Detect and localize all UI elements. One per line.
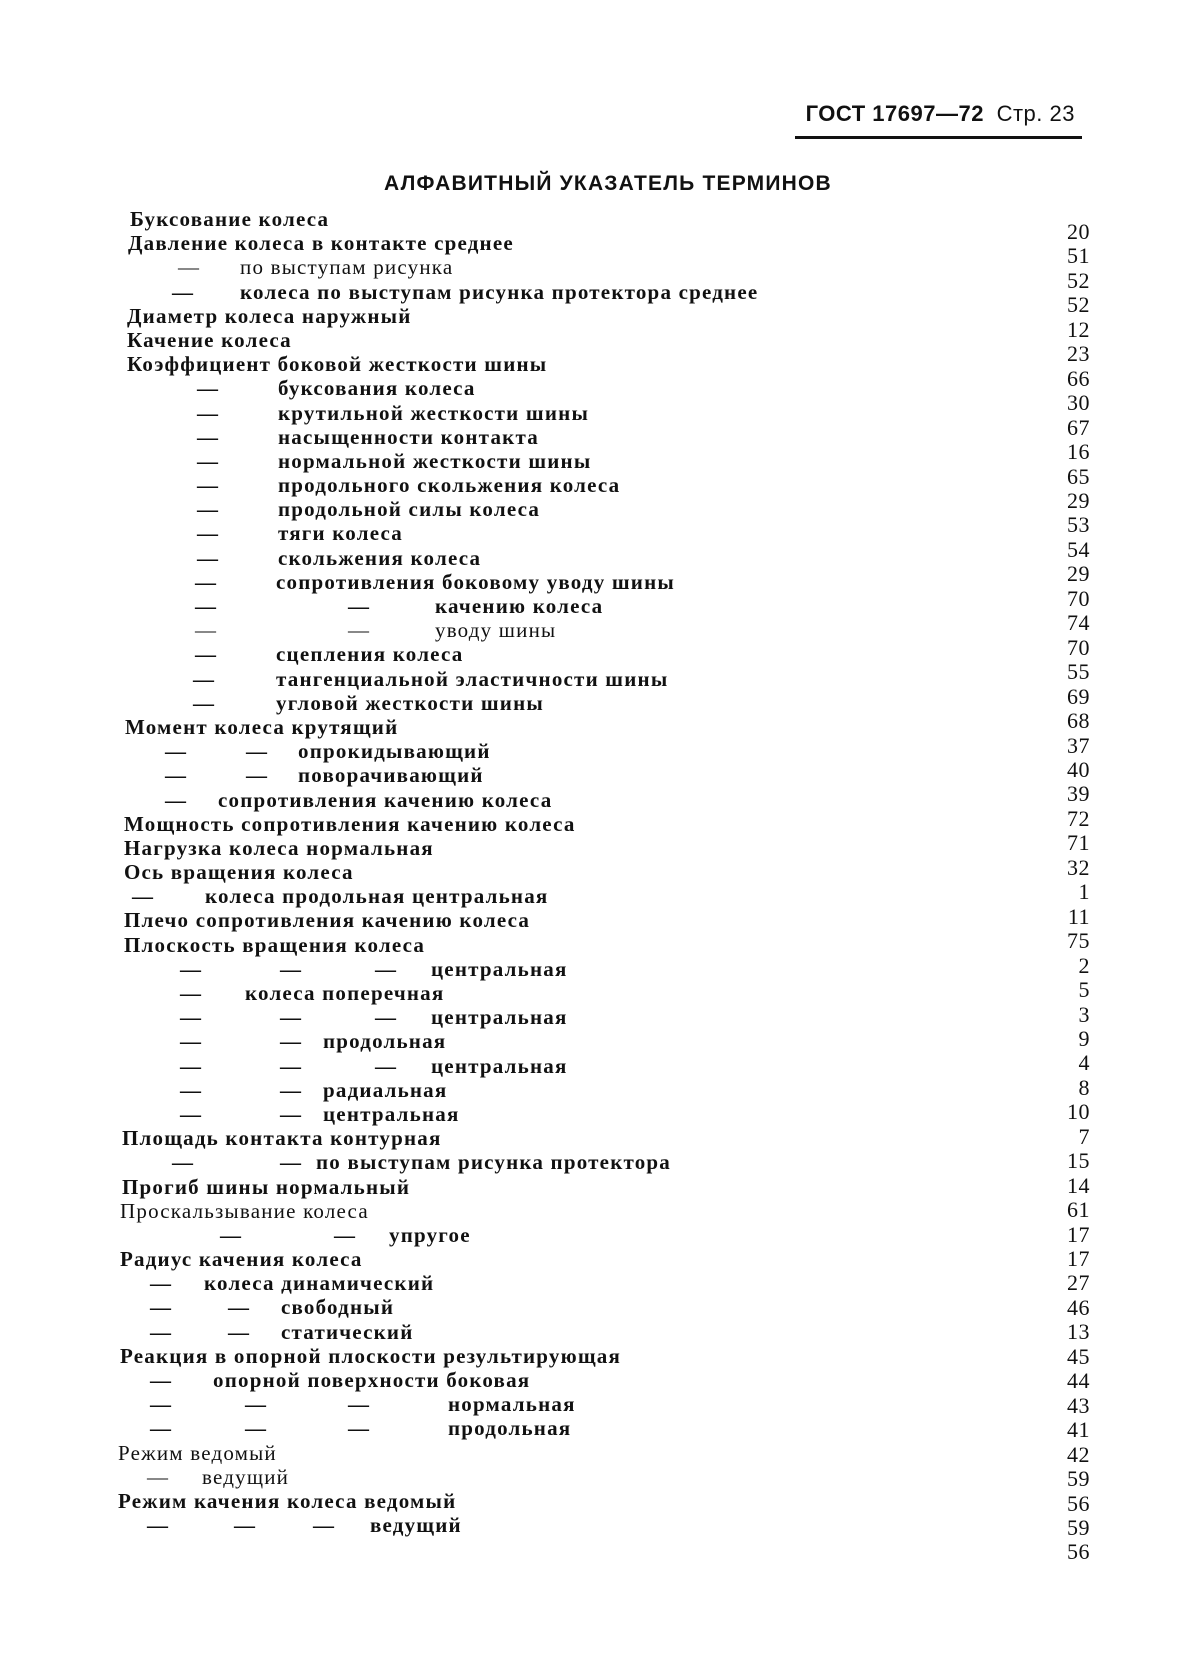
index-entry [0,812,900,836]
index-entry [0,1199,900,1223]
ditto-dash: — [150,1319,173,1344]
index-entry [0,328,900,352]
term-number: 52 [1067,267,1090,293]
index-entry [0,1175,900,1199]
term-number: 27 [1067,1270,1090,1296]
ditto-dash: — [197,400,220,425]
term-number: 68 [1067,708,1090,734]
ditto-dash: — [375,956,398,981]
entry-text: продольной силы колеса [278,497,541,522]
term-number: 44 [1067,1368,1090,1394]
ditto-dash: — [150,1368,173,1392]
term-number: 3 [1078,1001,1090,1027]
term-number: 15 [1067,1148,1090,1174]
index-entry [0,207,900,231]
term-number: 46 [1067,1294,1090,1320]
term-number: 45 [1067,1343,1090,1369]
term-number: 59 [1067,1466,1090,1492]
index-entry [0,1489,900,1513]
index-entry [0,352,900,376]
entry-text: упругое [389,1222,471,1247]
term-number: 4 [1078,1050,1090,1076]
index-entry [0,255,900,279]
ditto-dash: — [228,1295,251,1320]
ditto-dash: — [280,1053,303,1078]
entry-text: поворачивающий [298,763,484,788]
index-entry [0,1078,900,1102]
ditto-dash: — [132,884,155,909]
entry-text: колеса по выступам рисунка протектора среднее [240,279,759,304]
entry-text: тангенциальной эластичности шины [276,666,669,691]
ditto-dash: — [150,1416,173,1441]
term-number: 11 [1067,903,1090,929]
page-number-column [1030,220,1090,1565]
ditto-dash: — [195,569,218,594]
index-entry [0,521,900,545]
ditto-dash: — [197,521,220,546]
index-entry [0,1126,900,1150]
ditto-dash: — [180,1101,203,1126]
term-number: 59 [1067,1515,1090,1541]
term-number: 66 [1067,365,1090,391]
ditto-dash: — [375,1005,398,1030]
index-entry [0,1102,900,1126]
index-entry [0,788,900,812]
term-number: 53 [1067,512,1090,538]
ditto-dash: — [147,1464,170,1489]
ditto-dash: — [180,1005,203,1030]
entry-text: Момент колеса крутящий [125,714,399,739]
index-entry [0,1295,900,1319]
ditto-dash: — [246,763,269,788]
term-number: 70 [1067,634,1090,660]
entry-text: Коэффициент боковой жесткости шины [127,352,548,377]
index-entry [0,1150,900,1174]
index-entry [0,473,900,497]
entry-text: по выступам рисунка протектора [316,1150,672,1175]
term-number: 74 [1067,610,1090,636]
ditto-dash: — [150,1295,173,1320]
term-number: 55 [1067,659,1090,685]
index-entry [0,1344,900,1368]
entry-text: продольная [323,1029,447,1054]
term-number: 14 [1067,1172,1090,1198]
index-entry [0,401,900,425]
entry-text: радиальная [323,1077,448,1102]
index-entry [0,1513,900,1537]
ditto-dash: — [234,1513,257,1538]
ditto-dash: — [280,1101,303,1126]
entry-text: Радиус качения колеса [120,1247,363,1272]
entry-text: Режим ведомый [118,1440,277,1465]
term-number: 17 [1067,1221,1090,1247]
index-entry [0,667,900,691]
entry-text: уводу шины [435,618,557,643]
entry-text: колеса поперечная [245,981,445,1005]
index-entry [0,1054,900,1078]
ditto-dash: — [197,497,220,522]
index-entry [0,231,900,255]
ditto-dash: — [245,1392,268,1417]
term-number: 56 [1067,1490,1090,1516]
index-entry [0,1441,900,1465]
term-number: 32 [1067,854,1090,880]
index-entry [0,594,900,618]
entry-text: центральная [431,1005,568,1030]
ditto-dash: — [280,1077,303,1102]
ditto-dash: — [197,448,220,473]
entry-text: угловой жесткости шины [276,690,544,715]
index-entry [0,860,900,884]
entry-text: нормальной жесткости шины [278,448,592,473]
ditto-dash: — [245,1416,268,1441]
term-number: 70 [1067,585,1090,611]
ditto-dash: — [197,376,220,401]
term-number: 8 [1078,1074,1090,1100]
index-entry [0,908,900,932]
index-entry [0,981,900,1005]
term-number: 1 [1078,879,1090,905]
ditto-dash: — [348,1416,371,1441]
index-entry [0,1247,900,1271]
term-number: 5 [1078,977,1090,1003]
term-number: 30 [1067,390,1090,416]
index-entry [0,715,900,739]
entry-text: Ось вращения колеса [124,860,354,885]
entry-text: Плечо сопротивления качению колеса [124,908,531,933]
entry-text: Мощность сопротивления качению колеса [124,811,576,836]
entry-text: Плоскость вращения колеса [124,932,426,957]
index-entry [0,1223,900,1247]
ditto-dash: — [193,666,216,691]
entry-text: центральная [431,956,568,981]
entry-text: сцепления колеса [276,642,464,667]
ditto-dash: — [193,690,216,715]
term-number: 10 [1067,1099,1090,1125]
entry-text: Прогиб шины нормальный [122,1174,411,1199]
term-number: 52 [1067,292,1090,318]
entry-text: опорной поверхности боковая [213,1368,531,1392]
entry-text: продольная [448,1416,572,1441]
term-number: 17 [1067,1246,1090,1272]
ditto-dash: — [375,1053,398,1078]
index-entry [0,376,900,400]
ditto-dash: — [348,618,371,643]
entry-text: скольжения колеса [278,545,482,570]
index-entry [0,642,900,666]
index-entry [0,570,900,594]
term-number: 41 [1067,1417,1090,1443]
index-entry [0,836,900,860]
term-list [0,207,900,1537]
index-entry [0,1029,900,1053]
ditto-dash: — [334,1222,357,1247]
index-entry [0,933,900,957]
term-number: 20 [1067,219,1090,244]
ditto-dash: — [280,1150,303,1175]
header-rule [795,136,1082,139]
entry-text: буксования колеса [278,376,476,401]
term-number: 29 [1067,561,1090,587]
entry-text: сопротивления качению колеса [218,787,553,812]
ditto-dash: — [195,594,218,618]
index-entry [0,449,900,473]
ditto-dash: — [165,739,188,764]
index-entry [0,497,900,521]
ditto-dash: — [147,1513,170,1538]
index-entry [0,425,900,449]
entry-text: по выступам рисунка [240,255,454,280]
ditto-dash: — [165,763,188,788]
ditto-dash: — [195,642,218,667]
page-header [806,101,1075,127]
entry-text: статический [281,1319,414,1344]
ditto-dash: — [197,545,220,570]
term-number: 12 [1067,316,1090,342]
ditto-dash: — [313,1513,336,1538]
index-entry [0,884,900,908]
ditto-dash: — [246,739,269,764]
index-entry [0,763,900,787]
term-number: 75 [1067,928,1090,954]
term-number: 7 [1078,1123,1090,1149]
term-number: 23 [1067,341,1090,367]
ditto-dash: — [150,1392,173,1417]
ditto-dash: — [180,1077,203,1102]
entry-text: ведущий [202,1464,290,1489]
ditto-dash: — [150,1271,173,1296]
entry-text: сопротивления боковому уводу шины [276,569,675,594]
ditto-dash: — [197,424,220,449]
ditto-dash: — [178,255,201,280]
term-number: 42 [1067,1441,1090,1467]
term-number: 43 [1067,1392,1090,1418]
term-number: 9 [1078,1025,1090,1051]
ditto-dash: — [180,1053,203,1078]
ditto-dash: — [195,618,218,643]
index-entry [0,691,900,715]
entry-text: ведущий [370,1513,462,1538]
ditto-dash: — [280,956,303,981]
entry-text: Буксование колеса [130,207,330,231]
ditto-dash: — [165,787,188,812]
term-number: 72 [1067,805,1090,831]
entry-text: Реакция в опорной плоскости результирующая [120,1343,622,1368]
ditto-dash: — [348,1392,371,1417]
entry-text: крутильной жесткости шины [278,400,590,425]
index-entry [0,546,900,570]
index-entry [0,618,900,642]
entry-text: Проскальзывание колеса [120,1198,369,1223]
term-number: 29 [1067,487,1090,513]
ditto-dash: — [348,594,371,618]
index-entry [0,1465,900,1489]
index-entry [0,1392,900,1416]
page-number: Стр. 23 [996,101,1075,126]
page-title: АЛФАВИТНЫЙ УКАЗАТЕЛЬ ТЕРМИНОВ [384,172,832,195]
entry-text: Качение колеса [127,327,292,352]
ditto-dash: — [228,1319,251,1344]
entry-text: центральная [323,1101,460,1126]
index-entry [0,1416,900,1440]
index-entry [0,1005,900,1029]
ditto-dash: — [172,279,195,304]
entry-text: Диаметр колеса наружный [127,303,412,328]
term-number: 54 [1067,536,1090,562]
term-number: 56 [1067,1539,1090,1565]
ditto-dash: — [180,981,203,1005]
ditto-dash: — [280,1029,303,1054]
entry-text: опрокидывающий [298,739,491,764]
index-entry [0,1271,900,1295]
entry-text: Площадь контакта контурная [122,1126,442,1151]
term-number: 71 [1067,830,1090,856]
entry-text: центральная [431,1053,568,1078]
index-entry [0,304,900,328]
ditto-dash: — [180,956,203,981]
ditto-dash: — [280,1005,303,1030]
ditto-dash: — [180,1029,203,1054]
index-entry [0,280,900,304]
term-number: 65 [1067,463,1090,489]
term-number: 67 [1067,414,1090,440]
term-number: 51 [1067,243,1090,269]
term-number: 2 [1078,952,1090,978]
entry-text: колеса продольная центральная [205,884,549,909]
entry-text: насыщенности контакта [278,424,539,449]
entry-text: свободный [281,1295,395,1320]
entry-text: Давление колеса в контакте среднее [128,231,514,256]
ditto-dash: — [172,1150,195,1175]
term-number: 69 [1067,683,1090,709]
term-number: 37 [1067,732,1090,758]
term-number: 61 [1067,1197,1090,1223]
entry-text: нормальная [448,1392,576,1417]
standard-number: ГОСТ 17697—72 [805,101,984,126]
index-entry [0,1368,900,1392]
index-entry [0,957,900,981]
entry-text: колеса динамический [204,1271,435,1296]
entry-text: Нагрузка колеса нормальная [124,835,434,860]
entry-text: тяги колеса [278,521,403,546]
ditto-dash: — [197,473,220,498]
term-number: 13 [1067,1319,1090,1345]
entry-text: продольного скольжения колеса [278,473,621,498]
term-number: 40 [1067,756,1090,782]
ditto-dash: — [220,1222,243,1247]
entry-text: Режим качения колеса ведомый [118,1488,457,1513]
index-entry [0,739,900,763]
term-number: 16 [1067,439,1090,465]
index-entry [0,1320,900,1344]
term-number: 39 [1067,781,1090,807]
entry-text: качению колеса [435,594,604,618]
